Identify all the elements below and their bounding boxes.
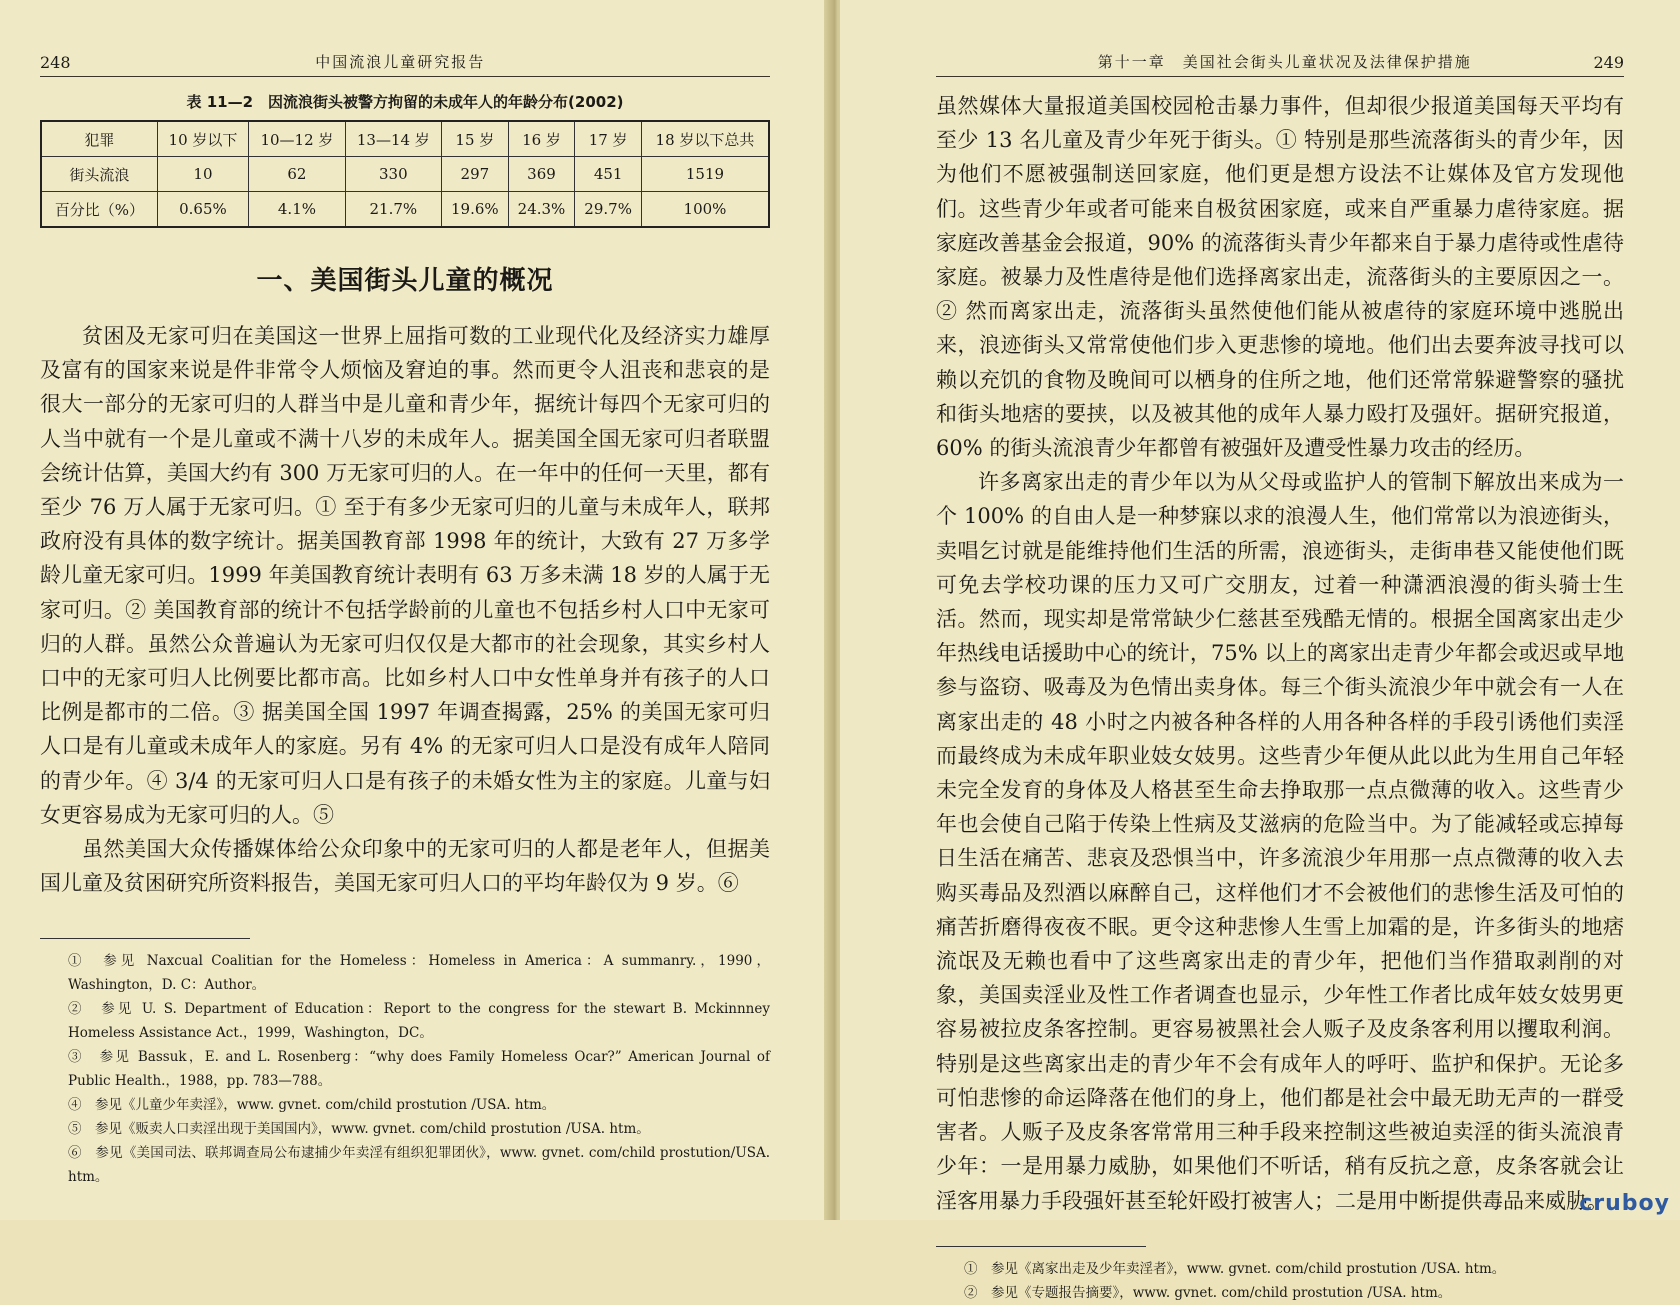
table-header-cell: 13—14 岁 xyxy=(345,121,441,157)
table-cell: 62 xyxy=(249,157,345,192)
left-paragraph-2: 虽然美国大众传播媒体给公众印象中的无家可归的人都是老年人，但据美国儿童及贫困研究所资料报告，美国无家可归人口的平均年龄仅为 9 岁。⑥ xyxy=(40,837,770,896)
left-footnote-4: ④ 参见《儿童少年卖淫》，www. gvnet. com/child prostution /USA. htm。 xyxy=(68,1097,556,1114)
section-title: 一、美国街头儿童的概况 xyxy=(256,266,554,296)
left-footnote-2: ② 参见 U. S. Department of Education：Report to the congress for the stewart B. Mckinnney Homeless Assistance Act.，1999，Washington，DC。 xyxy=(68,1001,770,1042)
table-header-cell: 10—12 岁 xyxy=(249,121,345,157)
table-row xyxy=(41,157,769,192)
right-running-title: 第十一章 美国社会街头儿童状况及法律保护措施 xyxy=(1097,53,1472,71)
left-page-number: 248 xyxy=(40,53,71,72)
table-cell: 街头流浪 xyxy=(41,157,157,192)
table-header-cell: 10 岁以下 xyxy=(157,121,249,157)
table-cell: 19.6% xyxy=(442,192,509,228)
left-paragraph-1: 贫困及无家可归在美国这一世界上屈指可数的工业现代化及经济实力雄厚及富有的国家来说是件非常令人烦恼及窘迫的事。然而更令人沮丧和悲哀的是很大一部分的无家可归的人群当中是儿童和青少年，据统计每四个无家可归的人当中就有一个是儿童或不满十八岁的未成年人。据美国全国无家可归者联盟会统计估算，美国大约有 300 万无家可归的人。在一年中的任何一天里，都有至少 76 万人属于无家可归。① 至于有多少无家可归的儿童与未成年人，联邦政府没有具体的数字统计。据美国教育部 1998 年的统计，大致有 27 万多学龄儿童无家可归。1999 年美国教育统计表明有 63 万多未满 18 岁的人属于无家可归。② 美国教育部的统计不包括学龄前的儿童也不包括乡村人口中无家可归的人群。虽然公众普遍认为无家可归仅仅是大都市的社会现象，其实乡村人口中的无家可归人比例要比都市高。比如乡村人口中女性单身并有孩子的人口比例是都市的二倍。③ 据美国全国 1997 年调查揭露，25% 的美国无家可归人口是有儿童或未成年人的家庭。另有 4% 的无家可归人口是没有成年人陪同的青少年。④ 3/4 的无家可归人口是有孩子的未婚女性为主的家庭。儿童与妇女更容易成为无家可归的人。⑤ xyxy=(40,324,770,827)
left-page xyxy=(0,0,832,1220)
left-footnotes xyxy=(40,949,770,1189)
table-cell: 369 xyxy=(508,157,575,192)
table-cell: 10 xyxy=(157,157,249,192)
footnote-rule xyxy=(40,938,250,939)
left-footnote-6: ⑥ 参见《美国司法、联邦调查局公布逮捕少年卖淫有组织犯罪团伙》，www. gvnet. com/child prostution/USA. htm。 xyxy=(68,1145,770,1186)
left-footnote-1: ① 参见 Naxcual Coalitian for the Homeless：Homeless in America：A summanry.，1990，Washington，D. C：Author。 xyxy=(68,953,770,994)
left-running-head xyxy=(40,48,770,77)
table-cell: 330 xyxy=(345,157,441,192)
table-header-cell: 15 岁 xyxy=(442,121,509,157)
table-cell: 297 xyxy=(442,157,509,192)
table-header-cell: 犯罪 xyxy=(41,121,157,157)
table-cell: 451 xyxy=(575,157,642,192)
table-header-cell: 16 岁 xyxy=(508,121,575,157)
right-footnotes xyxy=(936,1257,1624,1305)
table-header-cell: 18 岁以下总共 xyxy=(641,121,769,157)
right-paragraph-2: 许多离家出走的青少年以为从父母或监护人的管制下解放出来成为一个 100% 的自由人是一种梦寐以求的浪漫人生，他们常常以为浪迹街头，卖唱乞讨就是能维持他们生活的所需，浪迹街头，走街串巷又能使他们既可免去学校功课的压力又可广交朋友，过着一种潇洒浪漫的街头骑士生活。然而，现实却是常常缺少仁慈甚至残酷无情的。根据全国离家出走少年热线电话援助中心的统计，75% 以上的离家出走青少年都会或迟或早地参与盗窃、吸毒及为色情出卖身体。每三个街头流浪少年中就会有一人在离家出走的 48 小时之内被各种各样的人用各种各样的手段引诱他们卖淫而最终成为未成年职业妓女妓男。这些青少年便从此以此为生用自己年轻未完全发育的身体及人格甚至生命去挣取那一点点微薄的收入。这些青少年也会使自己陷于传染上性病及艾滋病的危险当中。为了能减轻或忘掉每日生活在痛苦、悲哀及恐惧当中，许多流浪少年用那一点点微薄的收入去购买毒品及烈酒以麻醉自己，这样他们才不会被他们的悲惨生活及可怕的痛苦折磨得夜夜不眠。更令这种悲惨人生雪上加霜的是，许多街头的地痞流氓及无赖也看中了这些离家出走的青少年，把他们当作猎取剥削的对象，美国卖淫业及性工作者调查也显示，少年性工作者比成年妓女妓男更容易被拉皮条客控制。更容易被黑社会人贩子及皮条客利用以攫取利润。特别是这些离家出走的青少年不会有成年人的呼吁、监护和保护。无论多可怕悲惨的命运降落在他们的身上，他们都是社会中最无助无声的一群受害者。人贩子及皮条客常常用三种手段来控制这些被迫卖淫的街头流浪青少年：一是用暴力威胁，如果他们不听话，稍有反抗之意，皮条客就会让淫客用暴力手段强奸甚至轮奸殴打被害人；二是用中断提供毒品来威胁。 xyxy=(936,470,1624,1213)
table-cell: 29.7% xyxy=(575,192,642,228)
right-page-number: 249 xyxy=(1593,53,1624,72)
table-row xyxy=(41,192,769,228)
table-cell: 21.7% xyxy=(345,192,441,228)
table-header-row xyxy=(41,121,769,157)
table-cell: 4.1% xyxy=(249,192,345,228)
table-header-cell: 17 岁 xyxy=(575,121,642,157)
age-distribution-table xyxy=(40,120,770,228)
table-cell: 100% xyxy=(641,192,769,228)
right-page xyxy=(840,0,1680,1301)
right-running-head xyxy=(936,48,1624,77)
table-cell: 百分比（%） xyxy=(41,192,157,228)
right-footnote-1: ① 参见《离家出走及少年卖淫者》，www. gvnet. com/child prostution /USA. htm。 xyxy=(964,1260,1506,1277)
table-caption: 表 11—2 因流浪街头被警方拘留的未成年人的年龄分布(2002) xyxy=(186,93,624,111)
table-cell: 0.65% xyxy=(157,192,249,228)
watermark: cruboy xyxy=(1579,1191,1670,1216)
left-footnote-5: ⑤ 参见《贩卖人口卖淫出现于美国国内》，www. gvnet. com/child prostution /USA. htm。 xyxy=(68,1121,650,1138)
table-cell: 24.3% xyxy=(508,192,575,228)
left-running-title: 中国流浪儿童研究报告 xyxy=(315,53,486,71)
left-footnote-3: ③ 参见 Bassuk，E. and L. Rosenberg：“why does Family Homeless Ocar?” American Journal of Public Health.，1988，pp. 783—788。 xyxy=(68,1049,770,1090)
right-footnote-2: ② 参见《专题报告摘要》，www. gvnet. com/child prostution /USA. htm。 xyxy=(964,1284,1452,1301)
table-cell: 1519 xyxy=(641,157,769,192)
footnote-rule xyxy=(936,1246,1146,1247)
right-paragraph-1: 虽然媒体大量报道美国校园枪击暴力事件，但却很少报道美国每天平均有至少 13 名儿童及青少年死于街头。① 特别是那些流落街头的青少年，因为他们不愿被强制送回家庭，他们更是想方设法不让媒体及官方发现他们。这些青少年或者可能来自极贫困家庭，或来自严重暴力虐待家庭。据家庭改善基金会报道，90% 的流落街头青少年都来自于暴力虐待或性虐待家庭。被暴力及性虐待是他们选择离家出走，流落街头的主要原因之一。② 然而离家出走，流落街头虽然使他们能从被虐待的家庭环境中逃脱出来，浪迹街头又常常使他们步入更悲惨的境地。他们出去要奔波寻找可以赖以充饥的食物及晚间可以栖身的住所之地，他们还常常躲避警察的骚扰和街头地痞的要挟，以及被其他的成年人暴力殴打及强奸。据研究报道，60% 的街头流浪青少年都曾有被强奸及遭受性暴力攻击的经历。 xyxy=(936,94,1624,461)
